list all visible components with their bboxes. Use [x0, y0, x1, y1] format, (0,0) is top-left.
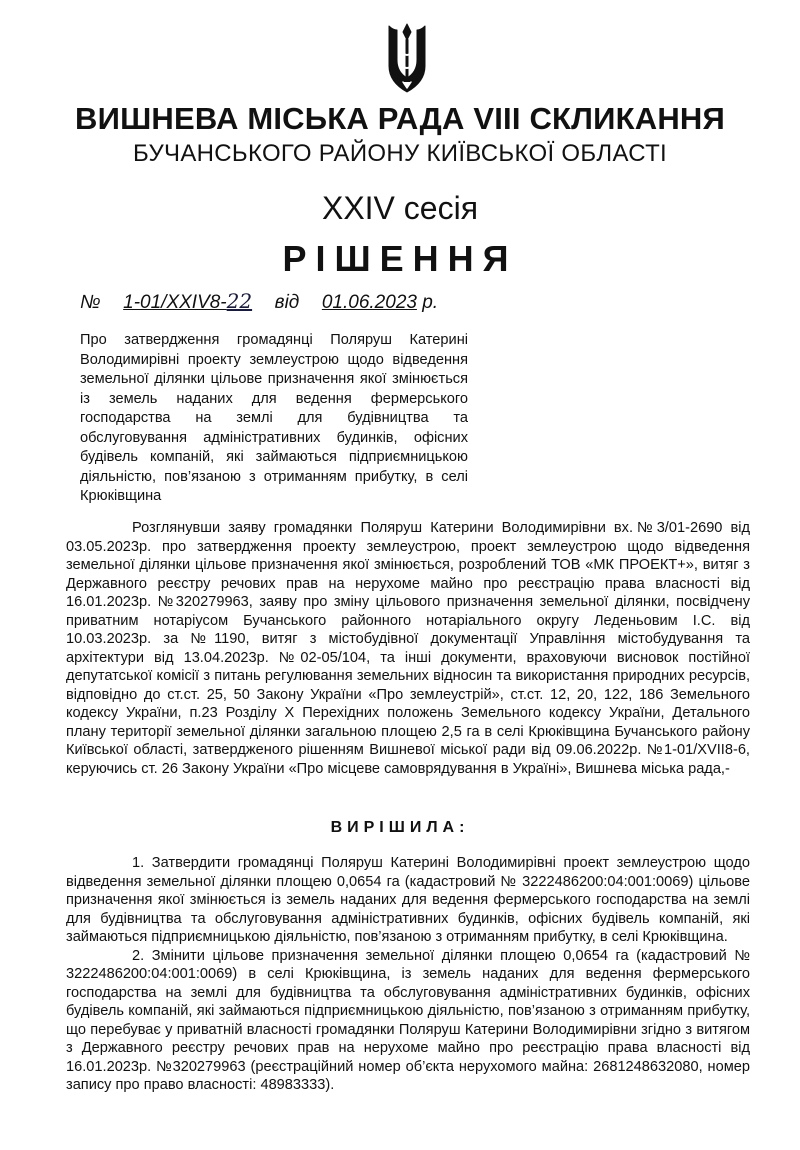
- decision-title: РІШЕННЯ: [282, 238, 518, 279]
- decision-number-line: [80, 289, 438, 314]
- session-title: XXIV сесія: [321, 190, 479, 226]
- decision-subject: Про затвердження громадянці Поляруш Катерині Володимирівні проекту землеустрою щодо відведення земельної ділянки цільове призначення якої змінюється із земель наданих для ведення фермерського господарства на землі для будівництва та обслуговування адміністративних будинків, офісних будівель компаній, які займаються підприємницькою діяльністю, пов’язаною з отриманням прибутку, в селі Крюківщина: [80, 332, 468, 504]
- date-label: від: [274, 292, 300, 313]
- preamble-paragraph: Розглянувши заяву громадянки Поляруш Катерини Володимирівни вх.№3/01-2690 від 03.05.2023р. про затвердження проекту землеустрою, проект землеустрою щодо відведення земельної ділянки цільове призначення якої змінюється, розроблений ТОВ «МК ПРОЕКТ+», витяг з Державного реєстру речових прав на нерухоме майно про реєстрацію права власності від 16.01.2023р. №320279963, заяву про зміну цільового призначення земельної ділянки, посвідчену приватним нотаріусом Бучанського районного нотаріального округу Леденьовим І.С. від 10.03.2023р. за №1190, витяг з містобудівної документації Управління містобудування та архітектури від 13.04.2023р. №02-05/104, та інші документи, враховуючи висновок постійної депутатської комісії з питань регулювання земельних відносин та використання природних ресурсів, відповідно до ст.ст. 25, 50 Закону України «Про землеустрій», ст.ст. 12, 20, 122, 186 Земельного кодексу України, п.23 Розділу Х Перехідних положень Земельного кодексу України, Детального плану території земельної ділянки загальною площею 2,5 га в селі Крюківщина Бучанського району Київської області, затвердженого рішенням Вишневої міської ради від 09.06.2022р. №1-01/XVII8-6, керуючись ст. 26 Закону України «Про місцеве самоврядування в Україні», Вишнева міська рада,-: [66, 520, 750, 777]
- decision-items: [66, 854, 750, 1095]
- decision-item-2: 2. Змінити цільове призначення земельної ділянки площею 0,0654 га (кадастровий № 3222486200:04:001:0069) в селі Крюківщина, із земель наданих для ведення фермерського господарства на землі для будівництва та обслуговування адміністративних будинків, офісних будівель компаній, які займаються підприємницькою діяльністю, пов’язаною з отриманням прибутку, що перебуває у приватній власності громадянки Поляруш Катерини Володимирівни згідно з витягом з Державного реєстру речових прав на нерухоме майно про реєстрацію права власності від 16.01.2023р. №320279963 (реєстраційний номер об’єкта нерухомого майна: 2681248632080, номер запису про право власності: 48983333).: [66, 947, 750, 1093]
- resolved-heading: ВИРІШИЛА:: [330, 819, 470, 836]
- district-title: БУЧАНСЬКОГО РАЙОНУ КИЇВСЬКОЇ ОБЛАСТІ: [132, 140, 668, 167]
- decision-number-handwritten: 22: [226, 289, 253, 313]
- trident-emblem-icon: [385, 20, 429, 96]
- number-label: №: [80, 292, 101, 313]
- council-title: ВИШНЕВА МІСЬКА РАДА VIII СКЛИКАННЯ: [75, 101, 725, 136]
- decision-number: 1-01/XXIV8-: [123, 292, 227, 313]
- decision-date: 01.06.2023: [321, 292, 417, 313]
- decision-item-1: 1. Затвердити громадянці Поляруш Катерині Володимирівні проект землеустрою щодо відведення земельної ділянки площею 0,0654 га (кадастровий № 3222486200:04:001:0069) цільове призначення якої змінюється із земель наданих для ведення фермерського господарства на землі для будівництва та обслуговування адміністративних будинків, офісних будівель компаній, які займаються підприємницькою діяльністю, пов’язаною з отриманням прибутку, в селі Крюківщина.: [66, 855, 750, 945]
- date-suffix: р.: [422, 292, 439, 313]
